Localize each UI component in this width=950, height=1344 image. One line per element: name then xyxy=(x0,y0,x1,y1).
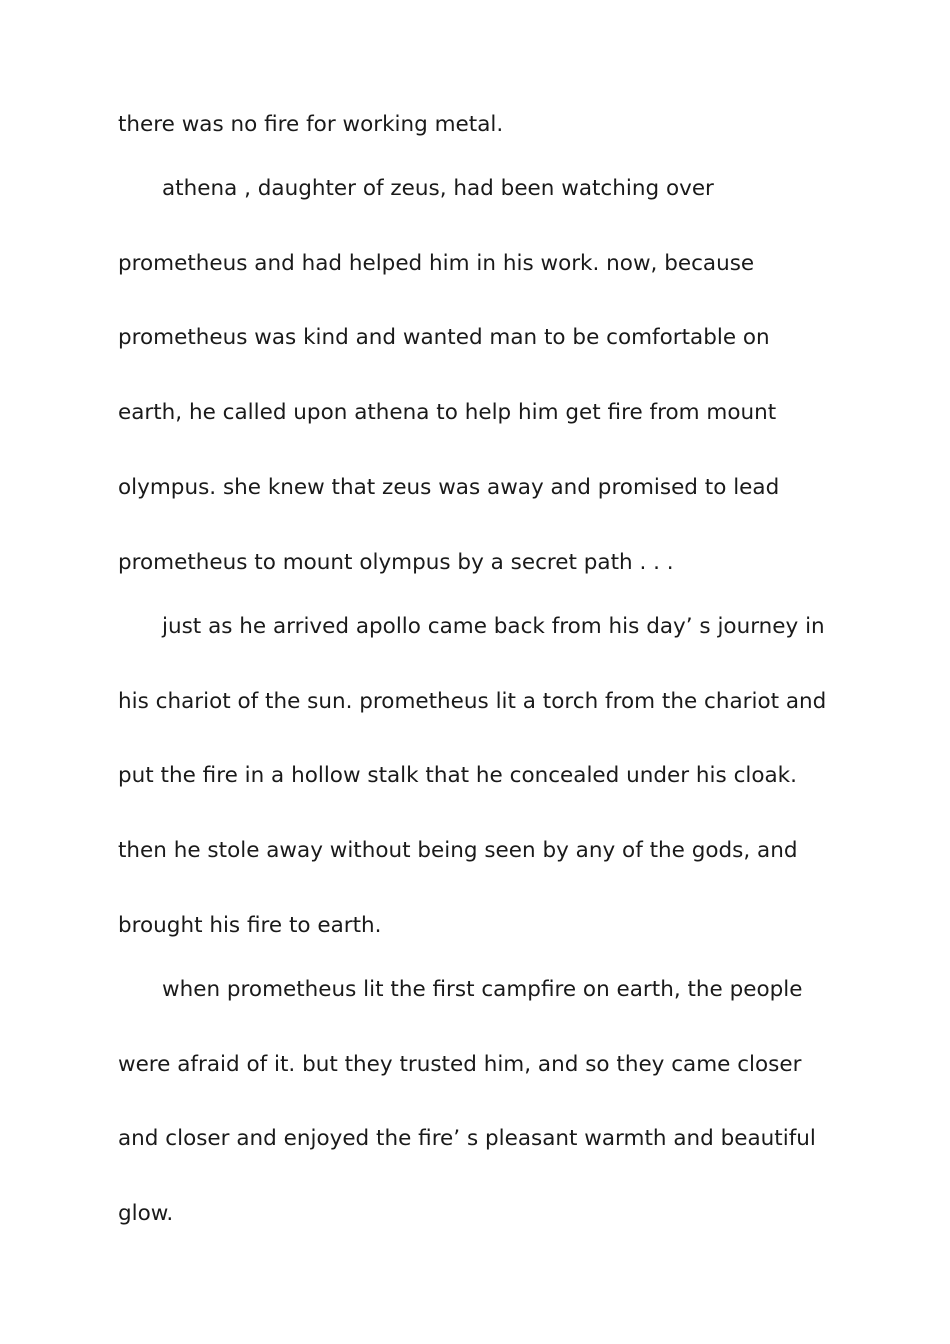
text-line: earth, he called upon athena to help him get fire from mount xyxy=(118,400,777,425)
text-line: brought his fire to earth. xyxy=(118,913,382,938)
text-line: prometheus was kind and wanted man to be comfortable on xyxy=(118,325,770,350)
text-line: then he stole away without being seen by any of the gods, and xyxy=(118,838,798,863)
text-line: prometheus and had helped him in his work. now, because xyxy=(118,251,755,276)
text-line: there was no fire for working metal. xyxy=(118,112,504,137)
text-line: olympus. she knew that zeus was away and promised to lead xyxy=(118,475,780,500)
text-line: athena , daughter of zeus, had been watching over xyxy=(162,176,714,201)
text-line: were afraid of it. but they trusted him, and so they came closer xyxy=(118,1052,802,1077)
text-line: prometheus to mount olympus by a secret path . . . xyxy=(118,550,674,575)
text-line: put the fire in a hollow stalk that he concealed under his cloak. xyxy=(118,763,797,788)
text-line: glow. xyxy=(118,1201,174,1226)
text-line: when prometheus lit the first campfire on earth, the people xyxy=(162,977,803,1002)
text-line: his chariot of the sun. prometheus lit a torch from the chariot and xyxy=(118,689,827,714)
text-line: and closer and enjoyed the fire’ s pleasant warmth and beautiful xyxy=(118,1126,816,1151)
text-line: just as he arrived apollo came back from his day’ s journey in xyxy=(162,614,825,639)
